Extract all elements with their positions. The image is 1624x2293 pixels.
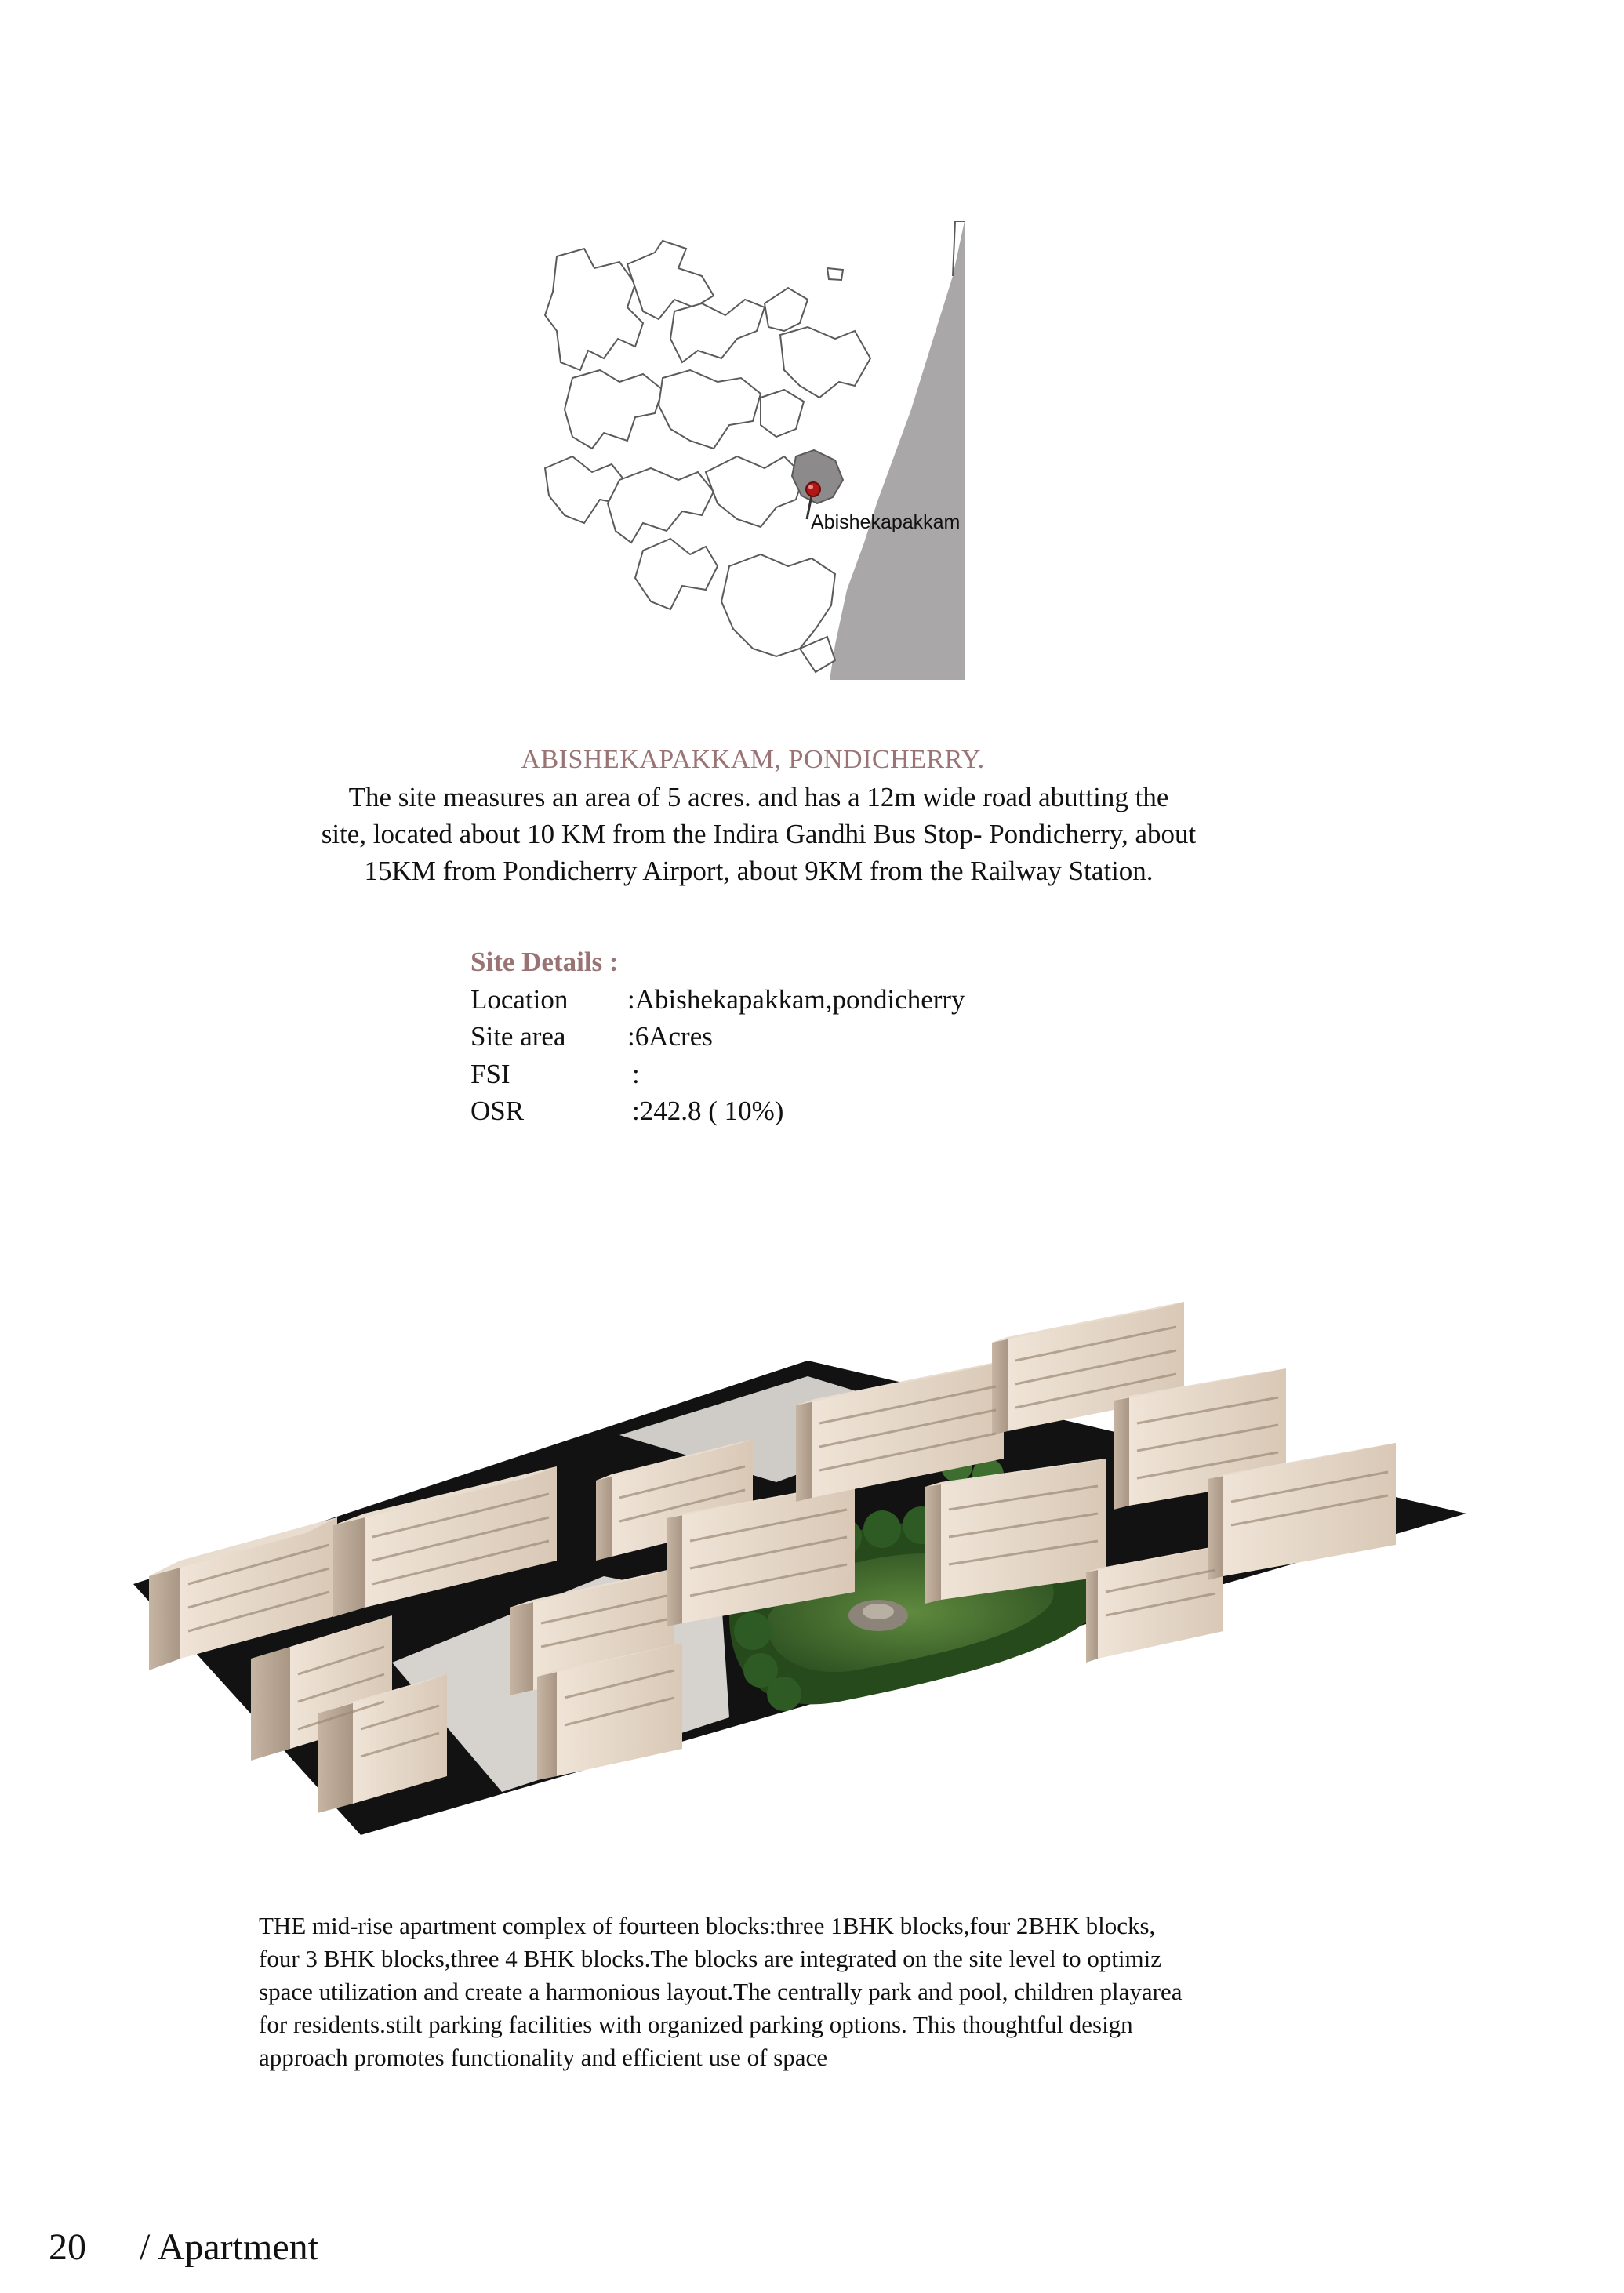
site-location-heading: ABISHEKAPAKKAM, PONDICHERRY. [521,745,985,774]
project-description-line: approach promotes functionality and efficient use of space [259,2044,828,2071]
detail-value: :Abishekapakkam,pondicherry [627,984,965,1015]
detail-value: :242.8 ( 10%) [632,1096,784,1126]
district-center [659,370,761,449]
district-south-west-central [608,468,714,543]
project-description-line: for residents.stilt parking facilities with organized parking options. This thoughtful design [259,2011,1133,2038]
site-intro-line: site, located about 10 KM from the Indira Gandhi Bus Stop- Pondicherry, about [321,819,1197,849]
map-pin-label: Abishekapakkam [811,511,961,533]
detail-label: Site area [470,1021,566,1052]
site-render-illustration [133,1208,1482,1851]
district-center-east [761,390,804,437]
district-south-center [706,456,804,527]
district-northeast [765,288,808,331]
site-intro-line: The site measures an area of 5 acres. and has a 12m wide road abutting the [348,782,1169,812]
detail-label: OSR [470,1096,525,1126]
project-description-line: THE mid-rise apartment complex of fourteen blocks:three 1BHK blocks,four 2BHK blocks, [259,1912,1156,1939]
detail-value: :6Acres [627,1021,713,1052]
detail-label: FSI [470,1059,510,1089]
district-west-central [565,370,663,449]
district-small-island [827,268,843,280]
site-intro-line: 15KM from Pondicherry Airport, about 9KM from the Railway Station. [364,856,1154,886]
section-title: / Apartment [140,2226,318,2268]
site-details-title: Site Details : [470,947,619,977]
district-central-north [670,300,765,362]
project-description-line: four 3 BHK blocks,three 4 BHK blocks.The blocks are integrated on the site level to optimiz [259,1945,1162,1972]
detail-value: : [632,1059,640,1089]
location-map [525,221,996,696]
page-number: 20 [49,2226,86,2268]
district-south [635,539,718,609]
sea-area [830,221,965,680]
district-east [780,327,870,398]
detail-label: Location [470,984,569,1015]
project-description-line: space utilization and create a harmonious layout.The centrally park and pool, children playarea [259,1978,1183,2005]
